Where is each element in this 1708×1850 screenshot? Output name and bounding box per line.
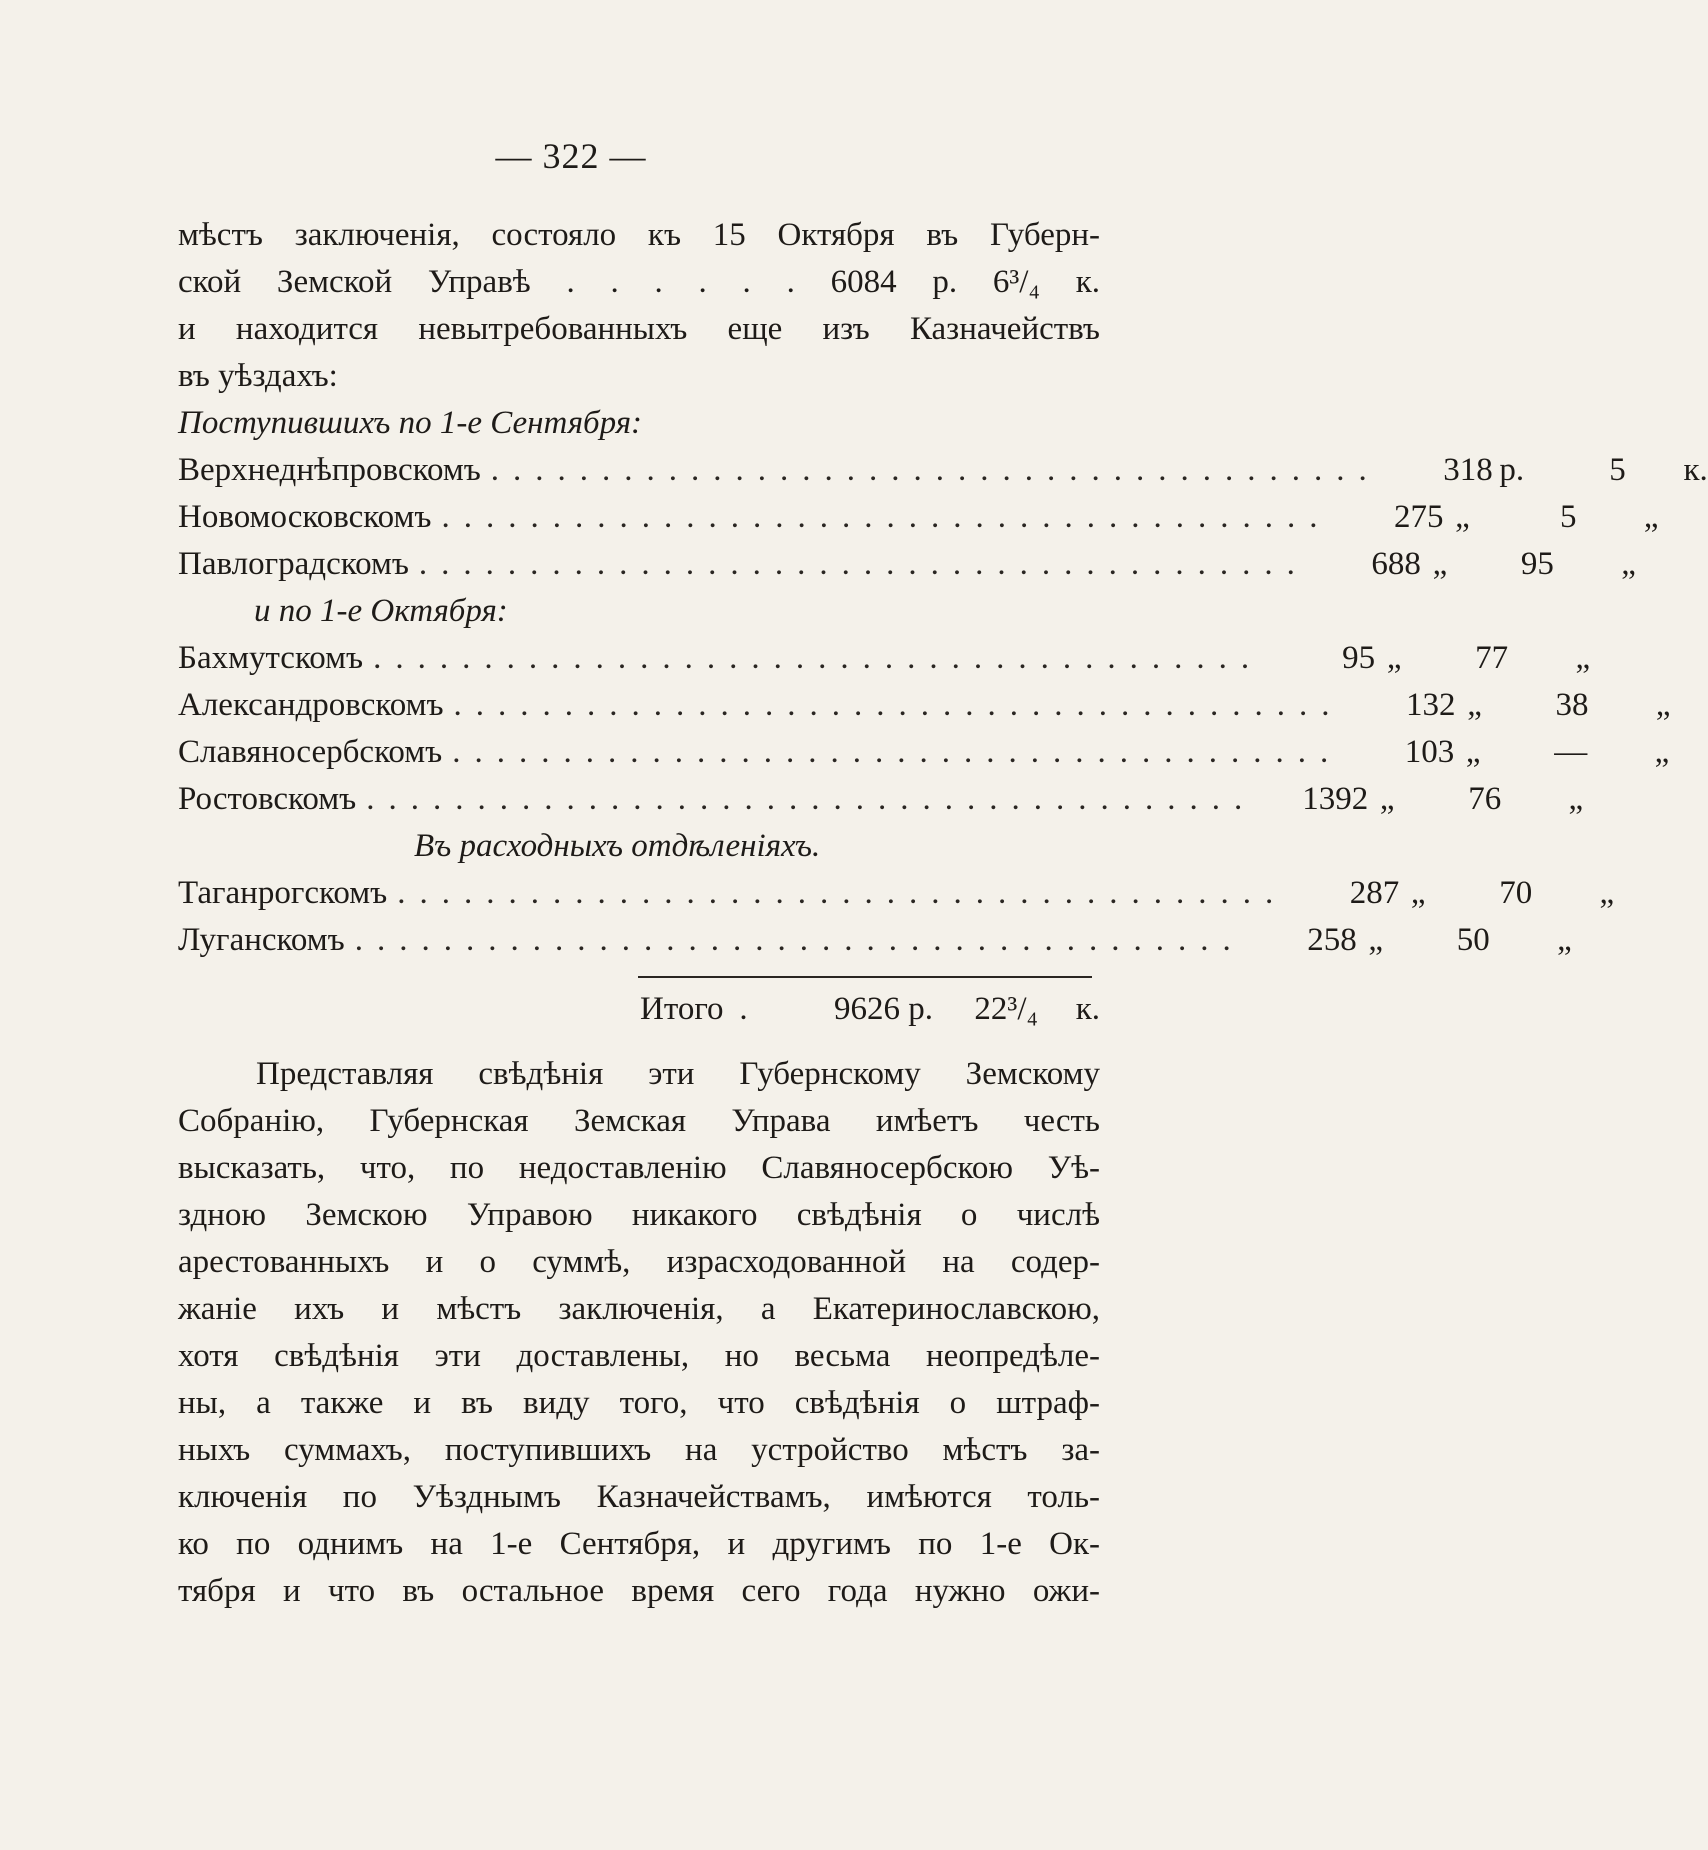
section-heading: Поступившихъ по 1-е Сентября:: [178, 405, 643, 441]
body-paragraph: [178, 1051, 1100, 1615]
kopecks-amount: 38: [1555, 687, 1589, 723]
kopeck-unit: „: [1643, 499, 1659, 535]
district-name: Таганрогскомъ: [178, 875, 388, 911]
kopecks-amount: 70: [1499, 875, 1533, 911]
leader-dots: ........................................: [453, 687, 1344, 723]
kopeck-unit: „: [1557, 922, 1572, 958]
intro-text: [178, 212, 1100, 400]
rubles-amount: 258 „: [1307, 922, 1384, 958]
kopeck-unit: „: [1655, 687, 1671, 723]
rubles-amount: 688 „: [1371, 546, 1448, 582]
kopecks-amount: —: [1554, 734, 1588, 770]
paragraph-line: тября и что въ остальное время сего года нужно ожи-: [178, 1573, 1100, 1609]
kopeck-unit: „: [1568, 781, 1584, 817]
table-row: [178, 447, 1708, 494]
paragraph-line: здною Земскою Управою никакого свѣдѣнія о числѣ: [178, 1197, 1100, 1233]
paragraph-line: хотя свѣдѣнія эти доставлены, но весьма неопредѣле-: [178, 1338, 1100, 1374]
paragraph-line: ныхъ суммахъ, поступившихъ на устройство мѣстъ за-: [178, 1432, 1100, 1468]
rubles-amount: 275 „: [1393, 499, 1470, 535]
section-rows: [178, 447, 1708, 588]
kopeck-unit: „: [1575, 640, 1591, 676]
rubles-amount: 103 „: [1404, 734, 1481, 770]
kopecks-amount: 5: [1559, 499, 1577, 535]
total-kopeck-unit: к.: [1075, 991, 1100, 1027]
table-row: [178, 682, 1671, 729]
kopecks-amount: 77: [1475, 640, 1509, 676]
total-dot: .: [739, 991, 748, 1027]
leader-dots: ........................................: [418, 546, 1309, 582]
rubles-amount: 132 „: [1406, 687, 1482, 723]
leader-dots: ........................................: [366, 781, 1257, 817]
total-rule: [638, 976, 1092, 978]
kopeck-unit: „: [1621, 546, 1636, 582]
section-rows: [178, 635, 1671, 823]
kopecks-amount: 5: [1609, 452, 1626, 488]
paragraph-line: ны, а также и въ виду того, что свѣдѣнія о штраф-: [178, 1385, 1100, 1421]
intro-line: ской Земской Управѣ . . . . . . 6084 р. 6³/₄ к.: [178, 264, 1100, 300]
table-row: [178, 776, 1584, 823]
leader-dots: ........................................: [397, 875, 1288, 911]
total-kopecks: 22³/₄: [974, 991, 1038, 1027]
table-row: [178, 870, 1615, 917]
intro-line: въ уѣздахъ:: [178, 358, 338, 394]
paragraph-line: Собранію, Губернская Земская Управа имѣетъ честь: [178, 1103, 1100, 1139]
leader-dots: ........................................: [373, 640, 1264, 676]
total-rubles: 9626 р.: [834, 991, 933, 1027]
district-name: Бахмутскомъ: [178, 640, 364, 676]
section-heading: и по 1-е Октября:: [254, 593, 508, 629]
page-number: — 322 —: [495, 136, 647, 176]
table-row: [178, 729, 1670, 776]
kopeck-unit: к.: [1683, 452, 1708, 488]
section-rows: [178, 870, 1615, 964]
section-september: [178, 400, 1708, 588]
district-name: Александровскомъ: [178, 687, 444, 723]
table-row: [178, 541, 1636, 588]
paragraph-line: Представляя свѣдѣнія эти Губернскому Земскому: [256, 1056, 1100, 1092]
table-row: [178, 494, 1659, 541]
kopeck-unit: „: [1654, 734, 1670, 770]
section-expense-departments: [178, 823, 1615, 964]
leader-dots: ........................................: [354, 922, 1245, 958]
leader-dots: ........................................: [490, 452, 1381, 488]
rubles-amount: 287 „: [1349, 875, 1426, 911]
paragraph-line: жаніе ихъ и мѣстъ заключенія, а Екатеринославскою,: [178, 1291, 1100, 1327]
section-heading: Въ расходныхъ отдѣленіяхъ.: [414, 828, 821, 864]
intro-line: и находится невытребованныхъ еще изъ Казначействъ: [178, 311, 1100, 347]
rubles-amount: 1392 „: [1302, 781, 1395, 817]
paragraph-line: высказать, что, по недоставленію Славяносербскою Уѣ-: [178, 1150, 1100, 1186]
paragraph-line: арестованныхъ и о суммѣ, израсходованной на содер-: [178, 1244, 1100, 1280]
table-row: [178, 635, 1591, 682]
rubles-amount: 95 „: [1342, 640, 1402, 676]
rubles-amount: 318 р.: [1443, 452, 1525, 488]
leader-dots: ........................................: [452, 734, 1343, 770]
kopecks-amount: 50: [1456, 922, 1490, 958]
leader-dots: ........................................: [441, 499, 1332, 535]
paragraph-line: ко по однимъ на 1-е Сентября, и другимъ по 1-е Ок-: [178, 1526, 1100, 1562]
total-label: Итого: [640, 991, 724, 1027]
district-name: Новомосковскомъ: [178, 499, 432, 535]
district-name: Павлоградскомъ: [178, 546, 409, 582]
table-row: [178, 917, 1572, 964]
section-october: [178, 588, 1671, 823]
kopeck-unit: „: [1599, 875, 1615, 911]
district-name: Славяносербскомъ: [178, 734, 443, 770]
kopecks-amount: 95: [1520, 546, 1554, 582]
kopecks-amount: 76: [1468, 781, 1502, 817]
intro-line: мѣстъ заключенія, состояло къ 15 Октября въ Губерн-: [178, 217, 1100, 253]
district-name: Ростовскомъ: [178, 781, 357, 817]
district-name: Луганскомъ: [178, 922, 345, 958]
district-name: Верхнеднѣпровскомъ: [178, 452, 481, 488]
total-row: [640, 986, 1100, 1033]
paragraph-line: ключенія по Уѣзднымъ Казначействамъ, имѣются толь-: [178, 1479, 1100, 1515]
